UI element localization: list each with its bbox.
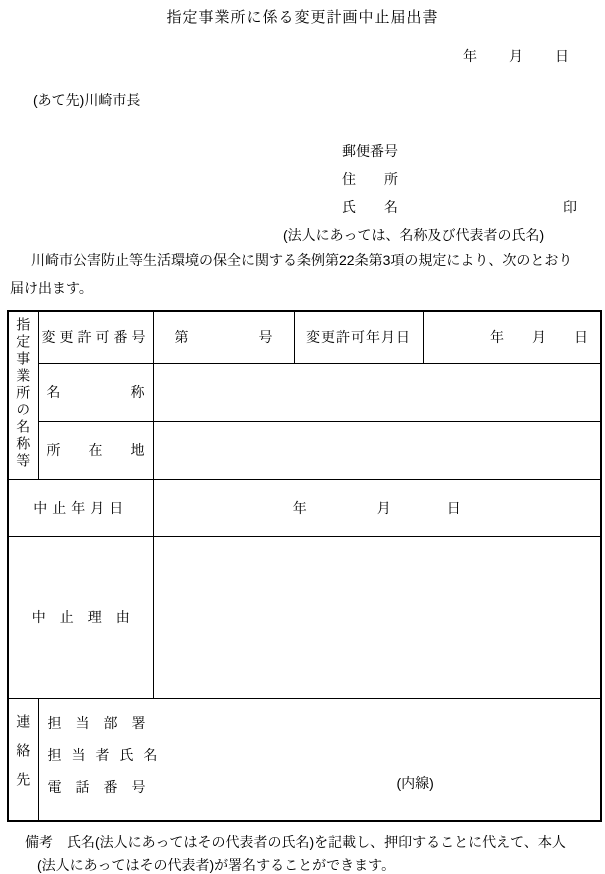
contact-group-header xyxy=(8,698,38,821)
intro-line2: 届け出ます。 xyxy=(10,280,93,296)
contact-fields[interactable] xyxy=(38,698,601,821)
intro-paragraph xyxy=(10,246,600,302)
remarks-line2: (法人にあってはその代表者)が署名することができます。 xyxy=(37,857,396,873)
permit-number-field[interactable]: 第 号 xyxy=(153,311,294,363)
permit-date-field[interactable]: 年 月 日 xyxy=(423,311,601,363)
notification-table xyxy=(7,310,602,822)
intro-line1: 川崎市公害防止等生活環境の保全に関する条例第22条第3項の規定により、次のとおり xyxy=(31,252,573,268)
group-header-text: 指定事業所の名称等 xyxy=(15,317,32,471)
submission-date-line xyxy=(0,46,605,66)
name-label: 氏 名 xyxy=(342,199,398,215)
permit-date-label: 変更許可年月日 xyxy=(294,311,423,363)
seal-mark-label: 印 xyxy=(563,199,577,215)
permit-number-label: 変更許可番号 xyxy=(38,311,153,363)
contact-header-text: 連絡先 xyxy=(15,714,32,802)
contact-phone-label: 電 話 番 号 xyxy=(47,778,146,795)
date-year-label: 年 xyxy=(463,48,477,64)
remarks-line1: 備考 氏名(法人にあってはその代表者の氏名)を記載し、押印することに代えて、本人 xyxy=(25,834,566,850)
contact-dept-label: 担 当 部 署 xyxy=(47,714,146,731)
group-header-designated-office xyxy=(8,311,38,479)
office-location-field[interactable] xyxy=(153,421,601,479)
address-label: 住 所 xyxy=(342,171,398,187)
corporate-name-note: (法人にあっては、名称及び代表者の氏名) xyxy=(283,227,545,243)
cancel-date-label: 中止年月日 xyxy=(8,479,153,536)
remarks-note xyxy=(25,831,566,874)
form-title: 指定事業所に係る変更計画中止届出書 xyxy=(166,9,439,26)
office-name-label: 名 称 xyxy=(38,363,153,421)
date-day-label: 日 xyxy=(555,48,569,64)
cancel-reason-field[interactable] xyxy=(153,536,601,698)
cancel-date-field[interactable]: 年 月 日 xyxy=(153,479,601,536)
office-name-field[interactable] xyxy=(153,363,601,421)
cancel-reason-label: 中 止 理 由 xyxy=(8,536,153,698)
contact-person-label: 担当者氏名 xyxy=(47,746,168,763)
office-location-label: 所 在 地 xyxy=(38,421,153,479)
postal-code-label: 郵便番号 xyxy=(342,143,398,159)
addressee: (あて先)川崎市長 xyxy=(33,92,141,108)
date-month-label: 月 xyxy=(509,48,523,64)
phone-extension-label: (内線) xyxy=(396,774,434,791)
